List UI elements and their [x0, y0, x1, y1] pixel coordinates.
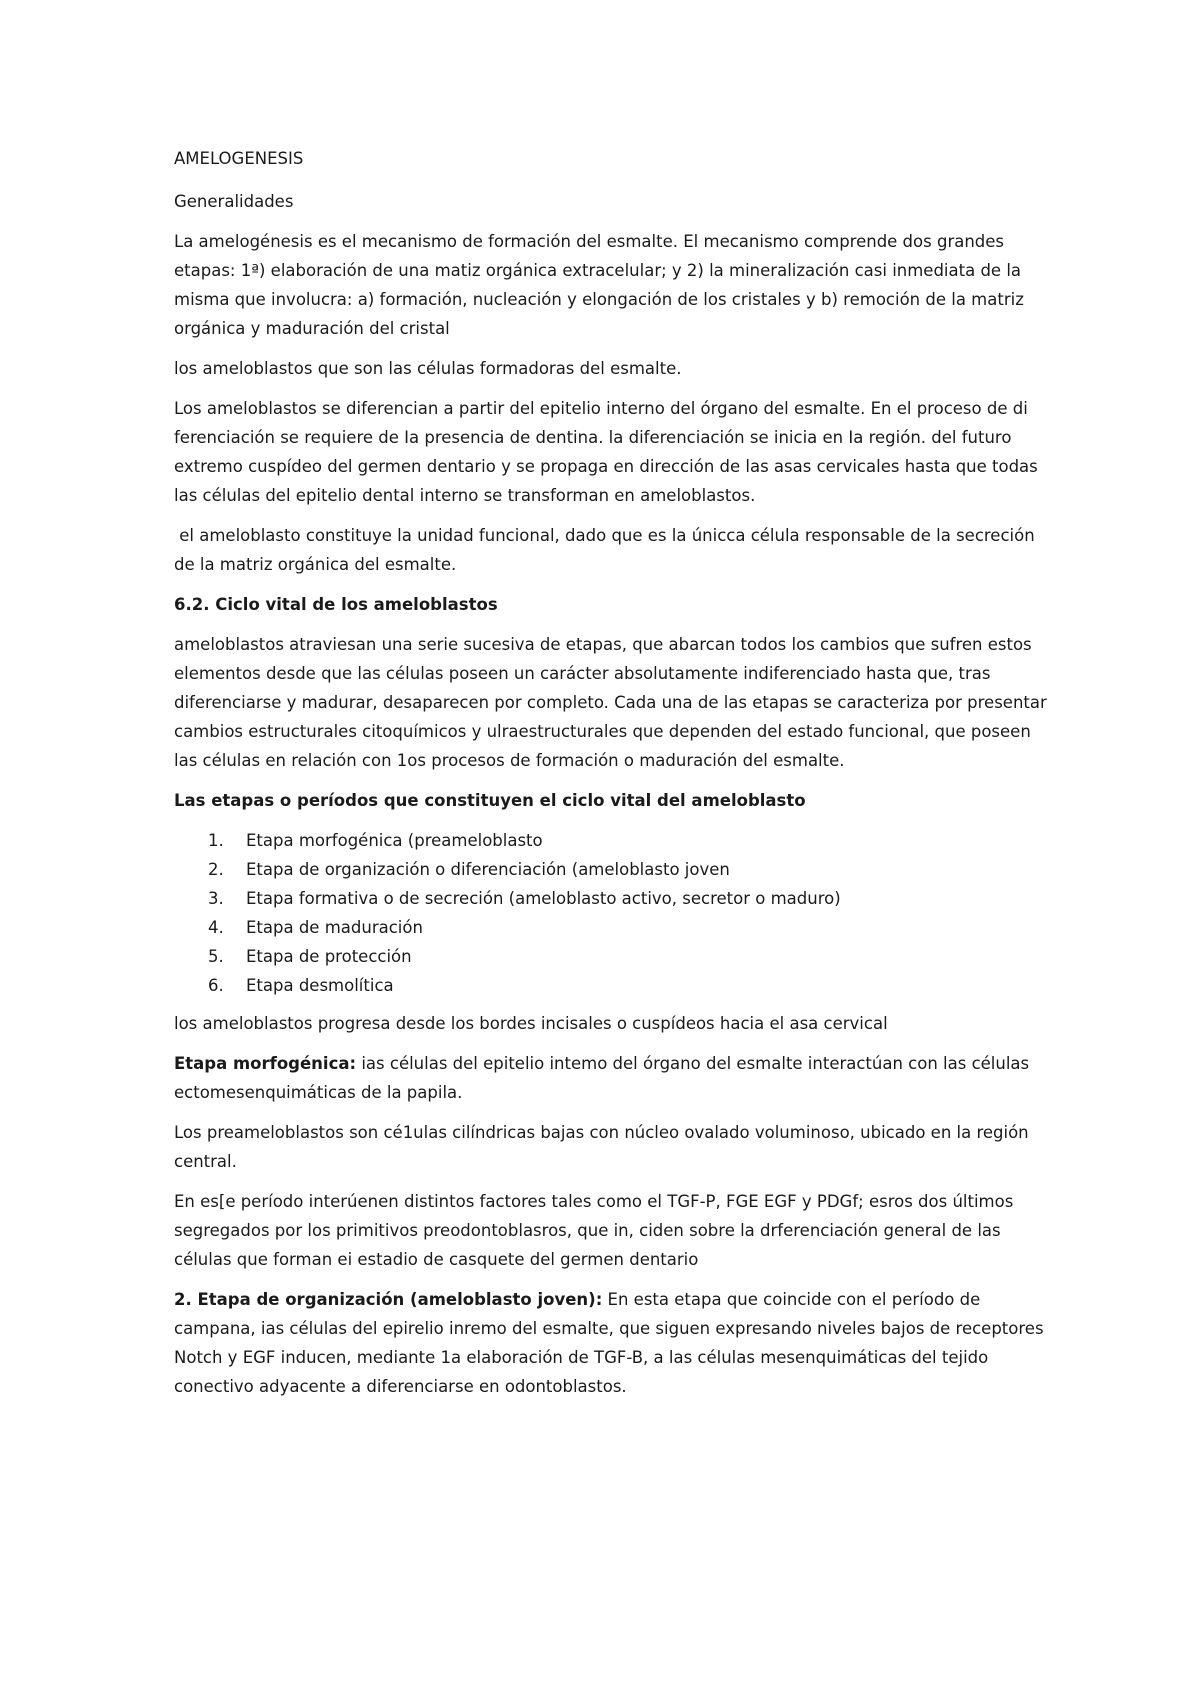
paragraph-preameloblasts: Los preameloblastos son cé1ulas cilíndricas bajas con núcleo ovalado voluminoso, ubicado en la región central.	[174, 1123, 1029, 1171]
list-item-text: Etapa morfogénica (preameloblasto	[246, 831, 543, 850]
list-item	[174, 971, 1054, 1000]
organization-stage-text: En esta etapa que coincide con el período de campana, ias células del epirelio inremo del esmalte, que siguen expresando niveles bajos de receptores Notch y EGF inducen, mediante 1a elaboración de TGF-B, a las células mesenquimáticas del tejido conectivo adyacente a diferenciarse en odontoblastos.	[174, 1290, 1044, 1396]
paragraph-organization-stage	[174, 1285, 1054, 1401]
list-item-number: 4.	[208, 918, 224, 937]
morphogenic-stage-label: Etapa morfogénica:	[174, 1054, 357, 1073]
list-item-text: Etapa de maduración	[246, 918, 423, 937]
paragraph-ameloblasts-definition: los ameloblastos que son las células formadoras del esmalte.	[174, 359, 682, 378]
list-item-number: 3.	[208, 889, 224, 908]
list-item-text: Etapa de protección	[246, 947, 412, 966]
stages-list	[174, 826, 1054, 1000]
paragraph-differentiation: Los ameloblastos se diferencian a partir del epitelio interno del órgano del esmalte. En el proceso de di ferenciación se requiere de Ia presencia de dentina. la diferenciación se inicia en Ia región. del futuro extremo cuspídeo del germen dentario y se propaga en dirección de las asas cervicales hasta que todas las células del epitelio dental interno se transforman en ameloblastos.	[174, 399, 1038, 505]
list-item	[174, 942, 1054, 971]
paragraph-life-cycle: ameloblastos atraviesan una serie sucesiva de etapas, que abarcan todos los cambios que sufren estos elementos desde que las células poseen un carácter absolutamente indiferenciado hasta que, tras diferenciarse y madurar, desaparecen por completo. Cada una de las etapas se caracteriza por presentar cambios estructurales citoquímicos y ulraestructurales que dependen del estado funcional, que poseen las células en relación con 1os procesos de formación o maduración del esmalte.	[174, 635, 1047, 770]
paragraph-morphogenic-stage	[174, 1049, 1054, 1107]
morphogenic-stage-text: ias células del epitelio intemo del órgano del esmalte interactúan con las células ectomesenquimáticas de la papila.	[174, 1054, 1030, 1102]
list-item	[174, 826, 1054, 855]
list-item-number: 1.	[208, 831, 224, 850]
list-item-number: 6.	[208, 976, 224, 995]
list-item	[174, 913, 1054, 942]
paragraph-factors: En es[e período interúenen distintos factores tales como el TGF-P, FGE EGF y PDGf; esros dos últimos segregados por los primitivos preodontoblasros, que in, ciden sobre la drferenciación general de las células que forman ei estadio de casquete del germen dentario	[174, 1192, 1014, 1269]
list-item	[174, 855, 1054, 884]
list-item	[174, 884, 1054, 913]
list-item-number: 2.	[208, 860, 224, 879]
paragraph-intro: La amelogénesis es el mecanismo de formación del esmalte. El mecanismo comprende dos grandes etapas: 1ª) elaboración de una matiz orgánica extracelular; y 2) la mineralización casi inmediata de la misma que involucra: a) formación, nucleación y elongación de los cristales y b) remoción de la matriz orgánica y maduración del cristal	[174, 232, 1024, 338]
list-item-text: Etapa de organización o diferenciación (ameloblasto joven	[246, 860, 730, 879]
list-item-text: Etapa formativa o de secreción (ameloblasto activo, secretor o maduro)	[246, 889, 841, 908]
document-subtitle: Generalidades	[174, 192, 294, 211]
document-body	[174, 144, 1054, 1412]
paragraph-functional-unit: el ameloblasto constituye la unidad funcional, dado que es la únicca célula responsable de la secreción de la matriz orgánica del esmalte.	[174, 526, 1040, 574]
list-heading: Las etapas o períodos que constituyen el ciclo vital del ameloblasto	[174, 791, 806, 810]
list-item-number: 5.	[208, 947, 224, 966]
list-item-text: Etapa desmolítica	[246, 976, 394, 995]
paragraph-progression: los ameloblastos progresa desde los bordes incisales o cuspídeos hacia el asa cervical	[174, 1014, 888, 1033]
document-title: AMELOGENESIS	[174, 149, 304, 168]
section-heading: 6.2. Ciclo vital de los ameloblastos	[174, 595, 498, 614]
organization-stage-label: 2. Etapa de organización (ameloblasto joven):	[174, 1290, 603, 1309]
